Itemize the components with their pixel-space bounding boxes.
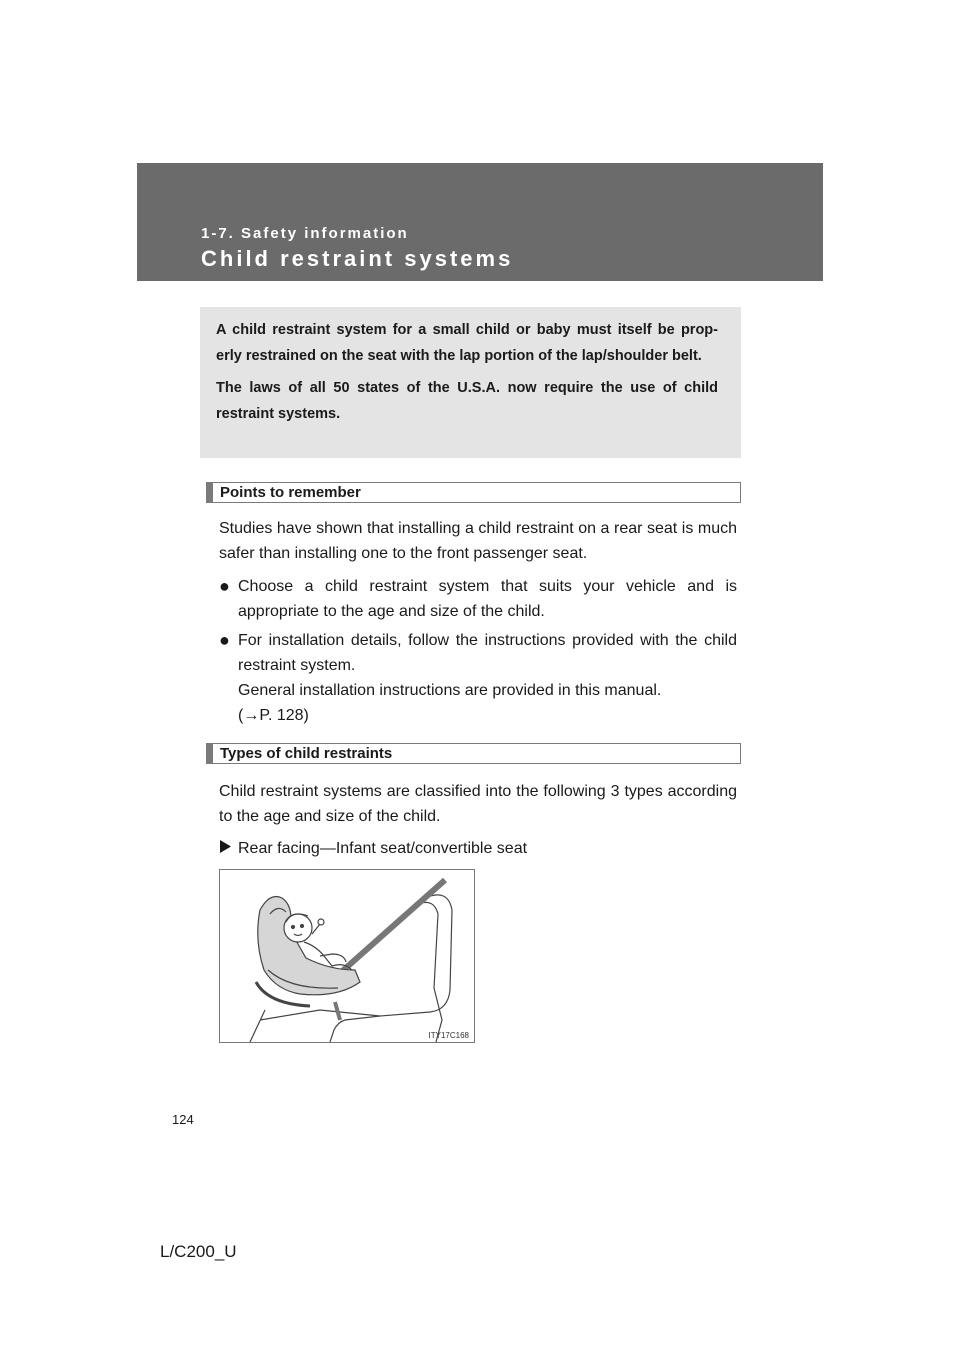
heading-points-to-remember: Points to remember	[206, 482, 741, 503]
section-label: 1-7. Safety information	[201, 225, 409, 242]
bullet-text-general: General installation instructions are provided in this manual.	[238, 682, 662, 699]
type-item-label: Rear facing—Infant seat/convertible seat	[238, 840, 528, 857]
bullet-icon: ●	[219, 576, 230, 596]
intro-paragraph-1: A child restraint system for a small child or baby must itself be prop- erly restrained on the seat with the lap portion of the lap/shoulder belt.	[216, 322, 718, 364]
infant-seat-illustration	[219, 869, 475, 1043]
intro-paragraph-2: The laws of all 50 states of the U.S.A. now require the use of child restraint systems.	[216, 380, 718, 422]
heading-types-of-child-restraints: Types of child restraints	[206, 743, 741, 764]
bullet-icon: ●	[219, 630, 230, 650]
bullet-item-choose	[219, 574, 737, 624]
page-reference-link[interactable]: (→P. 128)	[238, 707, 309, 724]
bullet-item-installation	[219, 628, 737, 728]
right-triangle-icon	[219, 836, 238, 861]
page-number: 124	[172, 1112, 194, 1127]
types-paragraph: Child restraint systems are classified into the following 3 types according to the age and size of the child.	[219, 783, 737, 825]
intro-box	[200, 307, 741, 458]
bullet-text: For installation details, follow the instructions provided with the child restraint system.	[238, 632, 737, 674]
page-title: Child restraint systems	[201, 246, 514, 271]
figure-code: ITY17C168	[428, 1031, 469, 1040]
bullet-text: Choose a child restraint system that suits your vehicle and is appropriate to the age and size of the child.	[238, 578, 737, 620]
page-header	[137, 163, 823, 281]
points-paragraph: Studies have shown that installing a child restraint on a rear seat is much safer than installing one to the front passenger seat.	[219, 520, 737, 562]
footer-code: L/C200_U	[160, 1242, 237, 1261]
type-item-rear-facing	[219, 836, 527, 861]
